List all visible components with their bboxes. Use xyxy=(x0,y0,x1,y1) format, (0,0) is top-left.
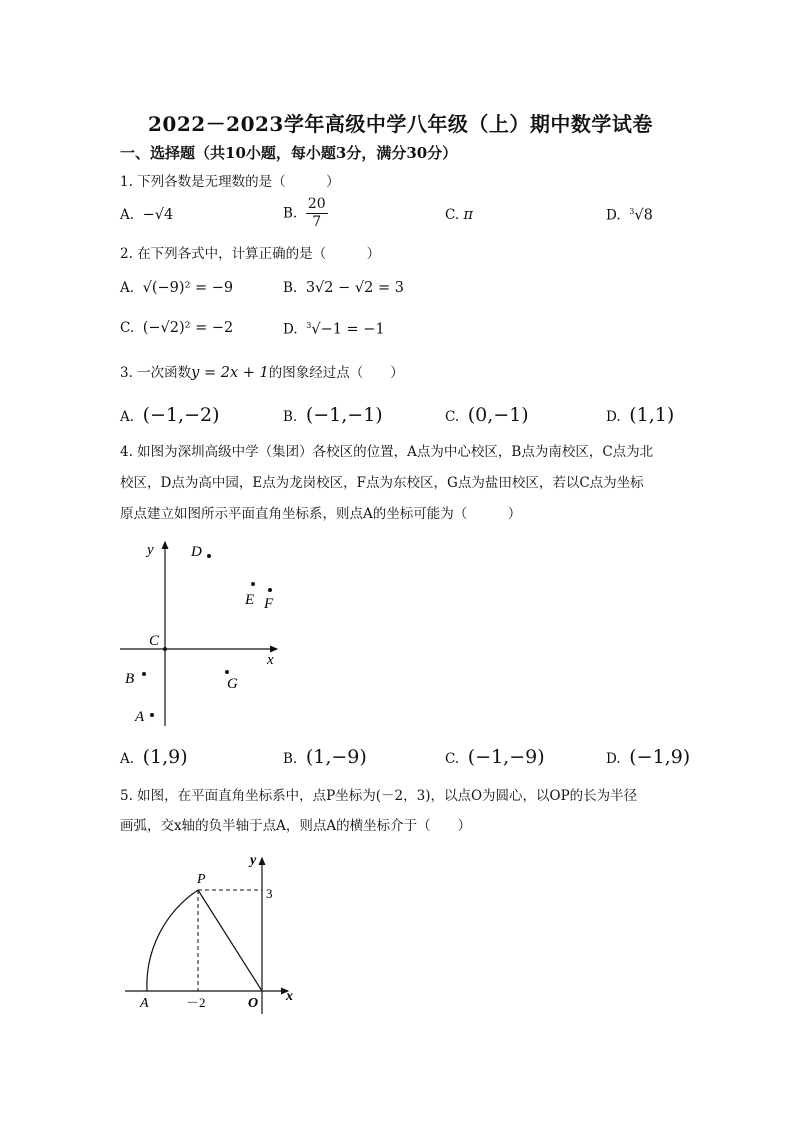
q4-b-label: B. xyxy=(283,751,298,767)
q5-tick-x: －2 xyxy=(186,995,206,1010)
q4-point-g-dot xyxy=(225,670,229,674)
q5-tick-y: 3 xyxy=(266,886,273,901)
q5-segment-op xyxy=(198,890,262,991)
q1-d-expr: √8 xyxy=(634,207,653,224)
q1-option-c[interactable] xyxy=(445,207,473,223)
q4-a-label: A. xyxy=(120,751,135,767)
q2-a-label: A. xyxy=(120,280,135,296)
page-title: 2022－2023学年高级中学八年级（上）期中数学试卷 xyxy=(148,112,653,136)
q3-c-label: C. xyxy=(445,409,460,425)
q4-point-a-dot xyxy=(150,713,154,717)
q3-option-c[interactable] xyxy=(445,404,529,426)
q4-option-a[interactable] xyxy=(120,746,188,768)
q1-b-numerator: 20 xyxy=(307,196,326,212)
q2-b-label: B. xyxy=(283,280,298,296)
q3-stem-pre: 3. 一次函数 xyxy=(120,365,192,381)
q4-c-expr: (−1,−9) xyxy=(467,746,545,768)
q4-b-expr: (1,−9) xyxy=(305,746,367,768)
q1-b-denominator: 7 xyxy=(312,214,322,230)
q4-a-expr: (1,9) xyxy=(142,746,188,768)
q4-point-f-dot xyxy=(268,588,272,592)
q4-c-label: C. xyxy=(445,751,460,767)
q2-option-c[interactable] xyxy=(120,320,233,336)
q3-d-label: D. xyxy=(606,409,621,425)
q2-option-d[interactable] xyxy=(283,321,385,338)
q3-option-d[interactable] xyxy=(606,404,674,426)
q1-stem: 1. 下列各数是无理数的是（ ） xyxy=(120,174,340,190)
q4-point-b-label: B xyxy=(125,671,135,687)
q4-point-b-dot xyxy=(142,672,146,676)
q3-d-expr: (1,1) xyxy=(629,404,675,426)
q4-figure xyxy=(115,536,295,731)
q2-d-expr: √−1 = −1 xyxy=(311,321,385,338)
q5-line-1: 5. 如图，在平面直角坐标系中，点P坐标为(－2，3)，以点O为圆心，以OP的长为半径 xyxy=(120,788,638,804)
q2-a-expr: √(−9)² = −9 xyxy=(142,280,234,296)
q3-option-a[interactable] xyxy=(120,404,220,426)
q5-o-label: O xyxy=(248,996,259,1011)
q4-y-label: y xyxy=(147,542,154,558)
q3-c-expr: (0,−1) xyxy=(467,404,529,426)
q4-line-1: 4. 如图为深圳高级中学（集团）各校区的位置，A点为中心校区，B点为南校区，C点为北 xyxy=(120,444,654,460)
q5-arc xyxy=(147,890,198,991)
q4-point-d-dot xyxy=(207,554,211,558)
q4-d-label: D. xyxy=(606,751,621,767)
q4-point-e-dot xyxy=(251,582,255,586)
q4-line-3: 原点建立如图所示平面直角坐标系，则点A的坐标可能为（ ） xyxy=(120,506,522,522)
q4-d-expr: (−1,9) xyxy=(629,746,691,768)
q1-option-d[interactable] xyxy=(606,207,653,224)
q1-option-a[interactable] xyxy=(120,207,173,223)
q4-option-c[interactable] xyxy=(445,746,545,768)
q3-stem-post: 的图象经过点（ ） xyxy=(268,365,404,381)
q4-point-d-label: D xyxy=(191,544,202,560)
q2-option-b[interactable] xyxy=(283,280,404,296)
q5-p-label: P xyxy=(197,872,206,887)
q1-c-label: C. xyxy=(445,207,460,223)
q3-stem xyxy=(120,363,404,383)
q1-d-label: D. xyxy=(606,207,621,224)
q4-line-2: 校区，D点为高中园，E点为龙岗校区，F点为东校区，G点为盐田校区，若以C点为坐标 xyxy=(120,475,644,491)
q5-figure xyxy=(120,848,305,1018)
q4-option-b[interactable] xyxy=(283,746,367,768)
q1-c-expr: π xyxy=(463,207,473,223)
q5-y-label: y xyxy=(250,853,257,868)
q3-option-b[interactable] xyxy=(283,404,383,426)
q3-a-label: A. xyxy=(120,409,135,425)
q3-a-expr: (−1,−2) xyxy=(142,404,220,426)
q4-x-label: x xyxy=(267,652,274,668)
q3-b-expr: (−1,−1) xyxy=(305,404,383,426)
q2-b-expr: 3√2 − √2 = 3 xyxy=(305,280,404,296)
q5-line-2: 画弧，交x轴的负半轴于点A，则点A的横坐标介于（ ） xyxy=(120,818,472,834)
q4-point-g-label: G xyxy=(227,676,238,692)
q2-d-label: D. xyxy=(283,321,298,338)
q4-point-e-label: E xyxy=(245,592,255,608)
q1-option-b[interactable] xyxy=(283,196,328,231)
q4-point-c-label: C xyxy=(149,633,160,649)
q2-c-label: C. xyxy=(120,320,135,336)
q2-option-a[interactable] xyxy=(120,280,233,296)
q4-point-a-label: A xyxy=(135,709,145,725)
q4-point-c-dot xyxy=(163,647,167,651)
q2-stem: 2. 在下列各式中，计算正确的是（ ） xyxy=(120,246,381,262)
q1-b-label: B. xyxy=(283,205,298,222)
q4-option-d[interactable] xyxy=(606,746,690,768)
q3-b-label: B. xyxy=(283,409,298,425)
q1-d-index: 3 xyxy=(629,207,635,216)
q2-c-expr: (−√2)² = −2 xyxy=(142,320,234,336)
q1-a-label: A. xyxy=(120,207,135,223)
q4-point-f-label: F xyxy=(264,596,274,612)
section-heading: 一、选择题（共10小题，每小题3分，满分30分） xyxy=(120,144,458,162)
q5-a-label: A xyxy=(140,996,149,1011)
q1-a-expr: −√4 xyxy=(142,207,174,223)
q5-x-label: x xyxy=(286,989,293,1004)
q3-stem-expr: y = 2x + 1 xyxy=(191,365,269,381)
q1-b-fraction xyxy=(306,196,328,231)
q2-d-index: 3 xyxy=(306,321,312,330)
